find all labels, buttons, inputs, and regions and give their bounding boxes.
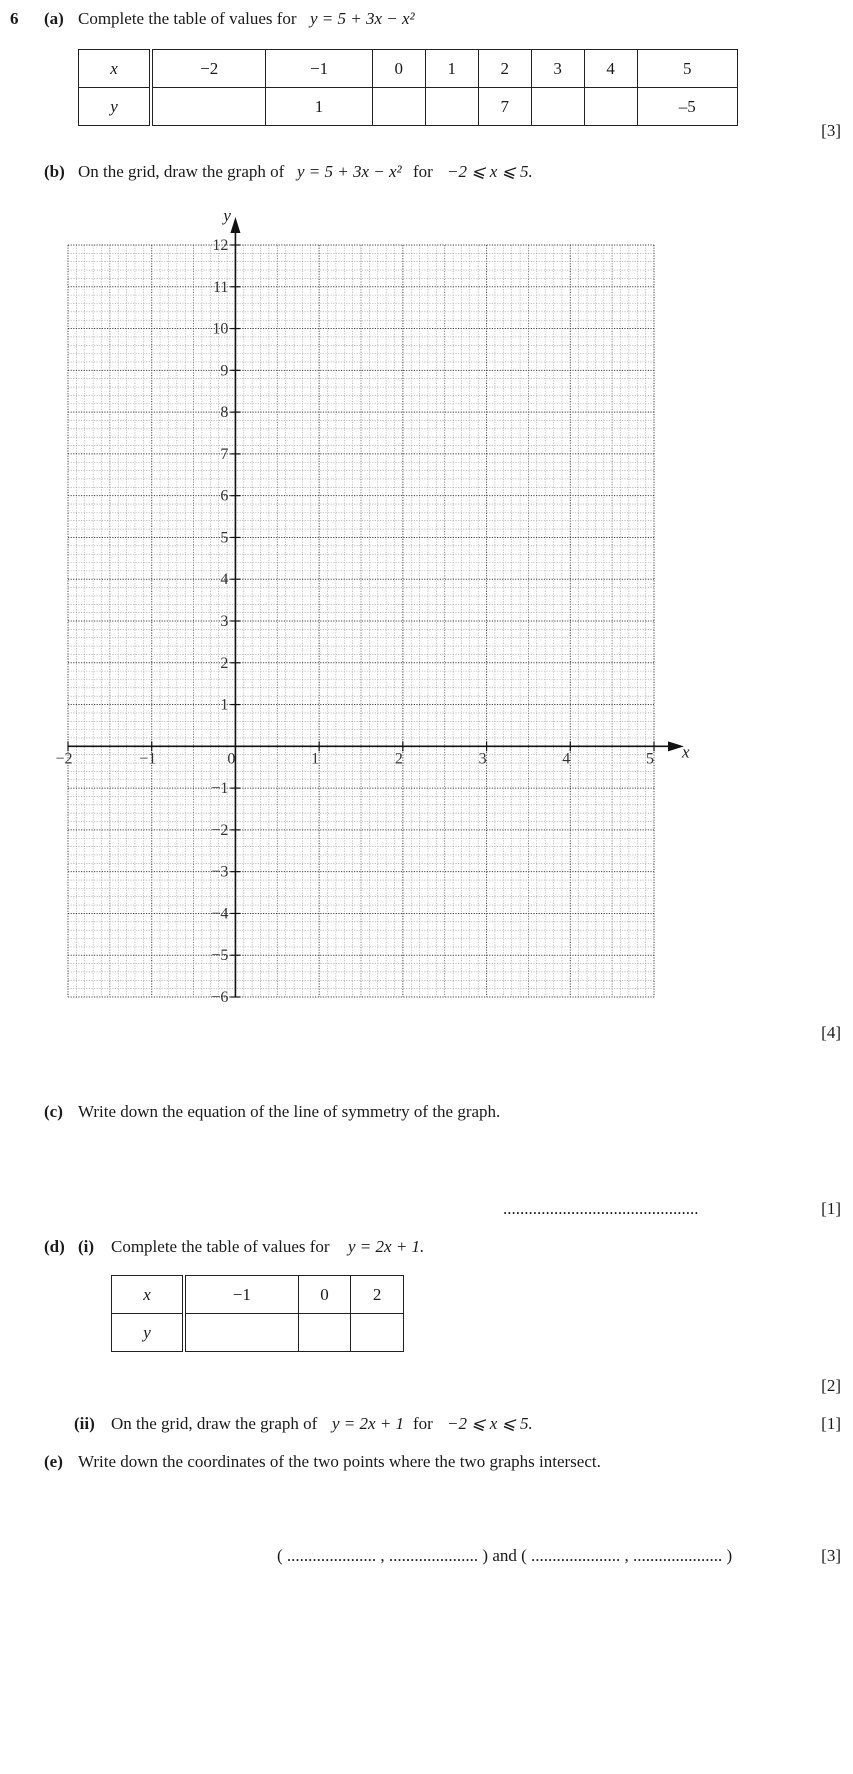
- table-a-y-cell[interactable]: 1: [266, 88, 372, 126]
- graph-grid[interactable]: [0, 200, 853, 1020]
- y-tick-label: 2: [220, 654, 229, 672]
- part-b-equation: y = 5 + 3x − x²: [297, 162, 402, 181]
- part-d-i-equation: y = 2x + 1.: [348, 1237, 425, 1256]
- table-a-x-cell: 5: [637, 50, 737, 88]
- y-tick-label: −5: [211, 947, 229, 965]
- y-tick-label: 5: [220, 529, 229, 547]
- table-a: [78, 49, 738, 126]
- y-tick-label: 10: [212, 320, 229, 338]
- grid-lines: [68, 245, 654, 997]
- y-tick-label: 8: [220, 404, 229, 422]
- y-tick-label: 1: [220, 696, 229, 714]
- part-c-text: Write down the equation of the line of symmetry of the graph.: [78, 1102, 501, 1121]
- table-a-y-cell[interactable]: [372, 88, 425, 126]
- table-a-x-cell: 4: [584, 50, 637, 88]
- table-a-x-cell: 0: [372, 50, 425, 88]
- question-number: 6: [10, 9, 19, 28]
- part-e-label: (e): [44, 1452, 63, 1471]
- part-b-marks: [4]: [821, 1023, 841, 1042]
- part-a-text: Complete the table of values for: [78, 9, 297, 28]
- table-a-x-header: x: [79, 50, 152, 88]
- part-c-label: (c): [44, 1102, 63, 1121]
- table-a-y-cell[interactable]: [151, 88, 266, 126]
- y-axis-arrow: [230, 217, 240, 233]
- part-b-text: On the grid, draw the graph of: [78, 162, 285, 181]
- y-tick-label: −6: [211, 989, 229, 1006]
- table-a-y-row: [79, 88, 738, 126]
- y-tick-label: −4: [211, 905, 229, 923]
- x-tick-label: 3: [478, 750, 487, 768]
- part-b-for: for: [413, 162, 433, 181]
- part-d-ii-label: (ii): [74, 1414, 95, 1433]
- part-b-label: (b): [44, 162, 65, 181]
- y-tick-label: −1: [211, 780, 229, 798]
- table-a-x-row: [79, 50, 738, 88]
- x-tick-label: 1: [311, 750, 320, 768]
- y-tick-label: 3: [220, 613, 229, 630]
- table-d-y-header: y: [112, 1314, 185, 1352]
- table-d-x-cell: 2: [351, 1276, 404, 1314]
- y-tick-label: 9: [220, 362, 229, 380]
- table-a-x-cell: 2: [478, 50, 531, 88]
- part-e-marks: [3]: [821, 1546, 841, 1565]
- table-d-y-row: [112, 1314, 404, 1352]
- tick-labels: [55, 206, 690, 1006]
- x-tick-label: 2: [394, 750, 403, 768]
- table-a-y-cell[interactable]: [584, 88, 637, 126]
- table-a-x-cell: −2: [151, 50, 266, 88]
- table-a-x-cell: 3: [531, 50, 584, 88]
- part-d-ii-for: for: [413, 1414, 433, 1433]
- table-d-x-header: x: [112, 1276, 185, 1314]
- part-d-ii-equation: y = 2x + 1: [332, 1414, 405, 1433]
- table-d-x-cell: −1: [184, 1276, 298, 1314]
- part-d-label: (d): [44, 1237, 65, 1256]
- table-d-y-cell[interactable]: [298, 1314, 351, 1352]
- table-d: [111, 1275, 404, 1352]
- table-a-x-cell: −1: [266, 50, 372, 88]
- table-d-x-cell: 0: [298, 1276, 351, 1314]
- x-tick-label: 5: [646, 750, 654, 768]
- part-d-i-label: (i): [78, 1237, 95, 1256]
- x-tick-label: −1: [139, 750, 157, 768]
- part-c-marks: [1]: [821, 1199, 841, 1218]
- y-tick-label: 11: [213, 278, 229, 296]
- part-d-ii-text: On the grid, draw the graph of: [111, 1414, 318, 1433]
- table-d-y-cell[interactable]: [184, 1314, 298, 1352]
- x-tick-label: −2: [55, 750, 73, 768]
- table-d-x-row: [112, 1276, 404, 1314]
- part-d-ii-marks: [1]: [821, 1414, 841, 1433]
- table-a-x-cell: 1: [425, 50, 478, 88]
- table-a-y-header: y: [79, 88, 152, 126]
- part-d-ii-range: −2 ⩽ x ⩽ 5.: [447, 1414, 533, 1433]
- table-a-y-cell[interactable]: [425, 88, 478, 126]
- y-tick-label: −2: [211, 821, 229, 839]
- part-e-text: Write down the coordinates of the two points where the two graphs intersect.: [78, 1452, 601, 1471]
- part-c-answer-line[interactable]: ..............................................: [503, 1199, 699, 1218]
- part-d-i-marks: [2]: [821, 1376, 841, 1395]
- part-a-label: (a): [44, 9, 64, 28]
- part-e-answer-line[interactable]: ( ..................... , ..................... ) and ( ..................... , ..................... ): [277, 1546, 733, 1565]
- y-tick-label: −3: [211, 863, 229, 881]
- table-a-y-cell[interactable]: –5: [637, 88, 737, 126]
- part-d-i-text: Complete the table of values for: [111, 1237, 330, 1256]
- x-tick-label: 0: [227, 750, 236, 768]
- y-tick-label: 4: [220, 571, 229, 589]
- y-tick-label: 12: [212, 237, 229, 254]
- y-tick-label: 7: [220, 445, 229, 463]
- y-tick-label: 6: [220, 487, 229, 505]
- part-a-equation: y = 5 + 3x − x²: [310, 9, 415, 28]
- x-axis-label: x: [682, 742, 690, 762]
- table-a-y-cell[interactable]: 7: [478, 88, 531, 126]
- table-a-y-cell[interactable]: [531, 88, 584, 126]
- table-d-y-cell[interactable]: [351, 1314, 404, 1352]
- part-b-range: −2 ⩽ x ⩽ 5.: [447, 162, 533, 181]
- part-a-marks: [3]: [821, 121, 841, 140]
- y-axis-label: y: [223, 206, 231, 225]
- x-tick-label: 4: [562, 750, 571, 768]
